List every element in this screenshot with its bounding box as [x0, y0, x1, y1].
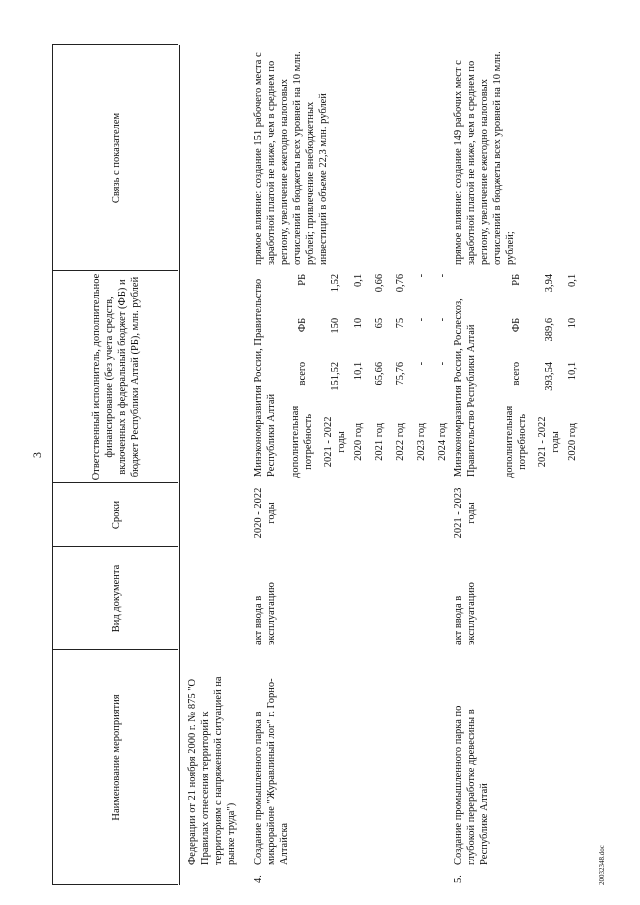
col-divider: [52, 44, 178, 45]
fin-head-total: всего: [296, 361, 308, 386]
fin-row: [432, 271, 453, 481]
header-name: Наименование мероприятия: [110, 694, 122, 821]
fin-rb: -: [416, 273, 427, 278]
fin-period: 2023 год: [416, 422, 427, 461]
fin-period: 2024 год: [437, 422, 448, 461]
row-number: 4.: [253, 875, 264, 883]
col-divider: [52, 546, 178, 547]
header-executor: Ответственный исполнитель, дополнительное финансирование (без учета средств, включенных в федеральный бюджет (ФБ) и бюджет Республики Алтай (РБ), млн. рублей: [91, 273, 141, 481]
row-terms: 2020 - 2022 годы: [253, 487, 277, 539]
fin-period: 2020 год: [567, 422, 578, 461]
fin-row: [390, 271, 411, 481]
col-divider: [52, 649, 178, 650]
fin-fb: -: [437, 317, 448, 322]
fin-fb: -: [416, 317, 427, 322]
table-header: [52, 45, 180, 885]
fin-rb: 3,94: [543, 273, 555, 293]
fin-total: 10,1: [567, 361, 578, 381]
fin-fb: 75: [395, 317, 406, 329]
fin-head-total: всего: [510, 361, 522, 386]
fin-total: 75,76: [395, 361, 406, 386]
fin-row: [562, 271, 583, 481]
rotated-page: [20, 25, 610, 885]
fin-fb: 10: [353, 317, 364, 329]
fin-head-fb: ФБ: [510, 317, 522, 333]
fin-total: 393,54: [543, 361, 555, 391]
col-divider: [52, 482, 178, 483]
fin-rb: -: [437, 273, 448, 278]
fin-total: -: [437, 361, 448, 366]
fin-head-fb: ФБ: [296, 317, 308, 333]
fin-row: [322, 271, 348, 481]
fin-total: 151,52: [329, 361, 341, 391]
row-executor: Минэкономразвития России, Рослесхоз, Правительство Республики Алтай: [453, 298, 477, 477]
fin-rb: 0,76: [395, 273, 406, 293]
row-link: прямое влияние: создание 151 рабочего места с заработной платой не ниже, чем в среднем по региону, увеличение ежегодно налоговых отчислений в бюджеты всех уровней на 10 млн. рублей; привлечение внебюджетных инвестиций в объеме 22,3 млн. рублей: [253, 51, 329, 265]
fin-row: [411, 271, 432, 481]
footer-filename: 20032348.doc: [598, 845, 606, 885]
header-link: Связь с показателем: [110, 112, 122, 204]
header-doc-type: Вид документа: [110, 564, 122, 633]
page-number: 3: [30, 452, 44, 458]
fin-total: 10,1: [353, 361, 364, 381]
row-terms: 2021 - 2023 годы: [453, 487, 477, 539]
fin-period: 2021 - 2022 годы: [323, 416, 347, 468]
row-number: 5.: [453, 875, 464, 883]
fin-head-rb: РБ: [510, 273, 522, 286]
col-divider: [52, 884, 178, 885]
fin-head-label: дополнительная потребность: [290, 405, 314, 478]
fin-rb: 0,66: [374, 273, 385, 293]
fin-head-rb: РБ: [296, 273, 308, 286]
fin-period: 2022 год: [395, 422, 406, 461]
col-divider: [52, 270, 178, 271]
fin-fb: 65: [374, 317, 385, 329]
continuation-text: Федерации от 21 ноября 2000 г. № 875 "О Правилах отнесения территорий к территориям с напряженной ситуацией на рынке труда"): [187, 676, 237, 865]
fin-period: 2020 год: [353, 422, 364, 461]
fin-period: 2021 - 2022 годы: [537, 416, 561, 468]
header-terms: Сроки: [110, 500, 122, 530]
row-name: Создание промышленного парка в микрорайоне "Журавлиный лог" г. Горно-Алтайска: [253, 678, 290, 865]
fin-rb: 0,1: [353, 273, 364, 287]
financing-table: [282, 271, 453, 481]
fin-row: [348, 271, 369, 481]
fin-row: [369, 271, 390, 481]
fin-rb: 1,52: [329, 273, 341, 293]
fin-head-label: дополнительная потребность: [504, 405, 528, 478]
row-executor: Минэкономразвития России, Правительство Республики Алтай: [253, 278, 277, 477]
financing-table: [496, 271, 583, 481]
fin-fb: 389,6: [543, 317, 555, 342]
row-doc-type: акт ввода в эксплуатацию: [253, 582, 277, 645]
fin-rb: 0,1: [567, 273, 578, 287]
fin-total: -: [416, 361, 427, 366]
row-doc-type: акт ввода в эксплуатацию: [453, 582, 477, 645]
fin-fb: 150: [329, 317, 341, 334]
row-name: Создание промышленного парка по глубокой переработке древесины в Республике Алтай: [453, 705, 490, 865]
fin-period: 2021 год: [374, 422, 385, 461]
row-link: прямое влияние: создание 149 рабочих мест с заработной платой не ниже, чем в среднем по региону, увеличение ежегодно налоговых отчислений в бюджеты всех уровней на 10 млн. рублей;: [453, 51, 516, 265]
fin-fb: 10: [567, 317, 578, 329]
fin-row: [536, 271, 562, 481]
fin-total: 65,66: [374, 361, 385, 386]
